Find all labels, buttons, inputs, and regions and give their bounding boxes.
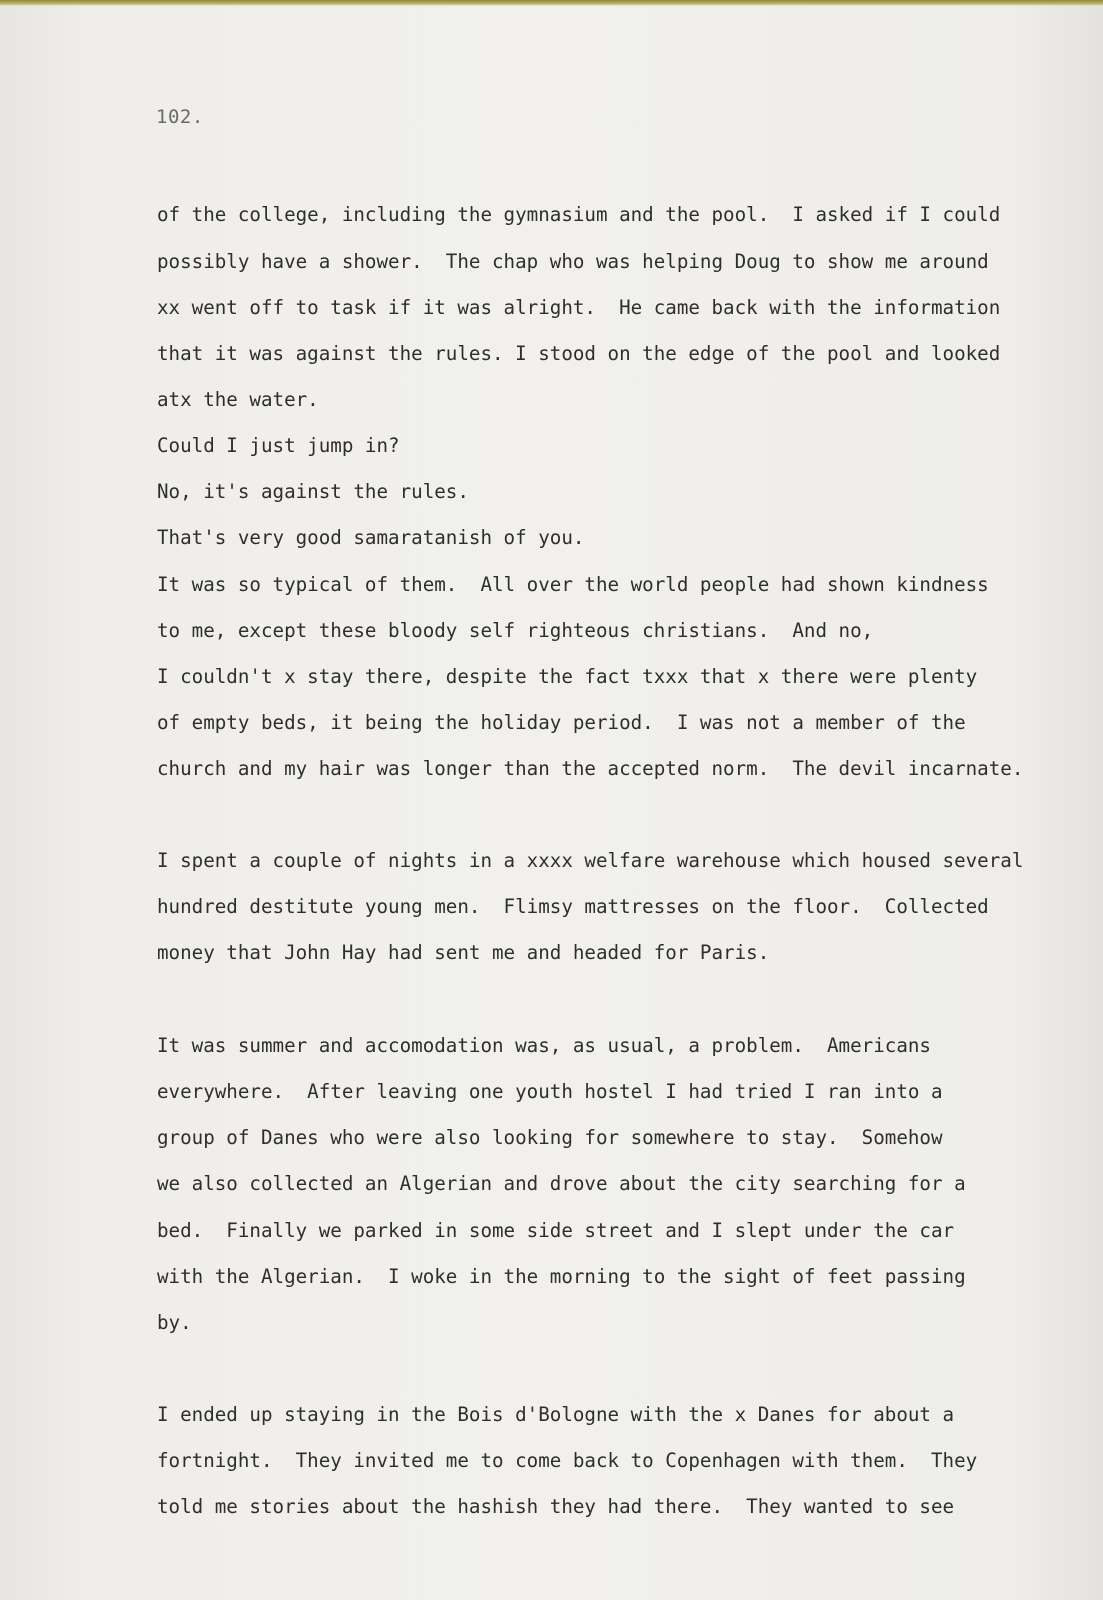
text-line: we also collected an Algerian and drove about the city searching for a [157,1172,966,1195]
text-line: told me stories about the hashish they had there. They wanted to see [157,1495,955,1518]
text-line: I ended up staying in the Bois d'Bologne with the x Danes for about a [157,1403,955,1426]
page-top-edge [0,0,1103,6]
text-line: church and my hair was longer than the accepted norm. The devil incarnate. [157,757,1024,780]
text-line: to me, except these bloody self righteous christians. And no, [157,619,874,642]
text-line: Could I just jump in? [157,434,400,457]
text-line: that it was against the rules. I stood on the edge of the pool and looked [157,342,1001,365]
text-line: by. [157,1311,192,1334]
text-line: possibly have a shower. The chap who was helping Doug to show me around [157,250,989,273]
text-line: bed. Finally we parked in some side street and I slept under the car [157,1219,955,1242]
text-line: hundred destitute young men. Flimsy mattresses on the floor. Collected [157,895,989,918]
text-line: xx went off to task if it was alright. He came back with the information [157,296,1001,319]
text-line: fortnight. They invited me to come back to Copenhagen with them. They [157,1449,978,1472]
text-line: It was summer and accomodation was, as usual, a problem. Americans [157,1034,931,1057]
text-line: with the Algerian. I woke in the morning to the sight of feet passing [157,1265,966,1288]
text-line: of the college, including the gymnasium and the pool. I asked if I could [157,203,1001,226]
text-line: I couldn't x stay there, despite the fact txxx that x there were plenty [157,665,978,688]
page-number: 102. [156,106,204,128]
text-line: It was so typical of them. All over the world people had shown kindness [157,573,989,596]
text-line: group of Danes who were also looking for somewhere to stay. Somehow [157,1126,943,1149]
text-line: No, it's against the rules. [157,480,469,503]
text-line: money that John Hay had sent me and headed for Paris. [157,941,770,964]
text-line: atx the water. [157,388,319,411]
text-line: of empty beds, it being the holiday period. I was not a member of the [157,711,966,734]
text-line: I spent a couple of nights in a xxxx welfare warehouse which housed several [157,849,1024,872]
text-line: everywhere. After leaving one youth hostel I had tried I ran into a [157,1080,943,1103]
text-line: That's very good samaratanish of you. [157,526,585,549]
